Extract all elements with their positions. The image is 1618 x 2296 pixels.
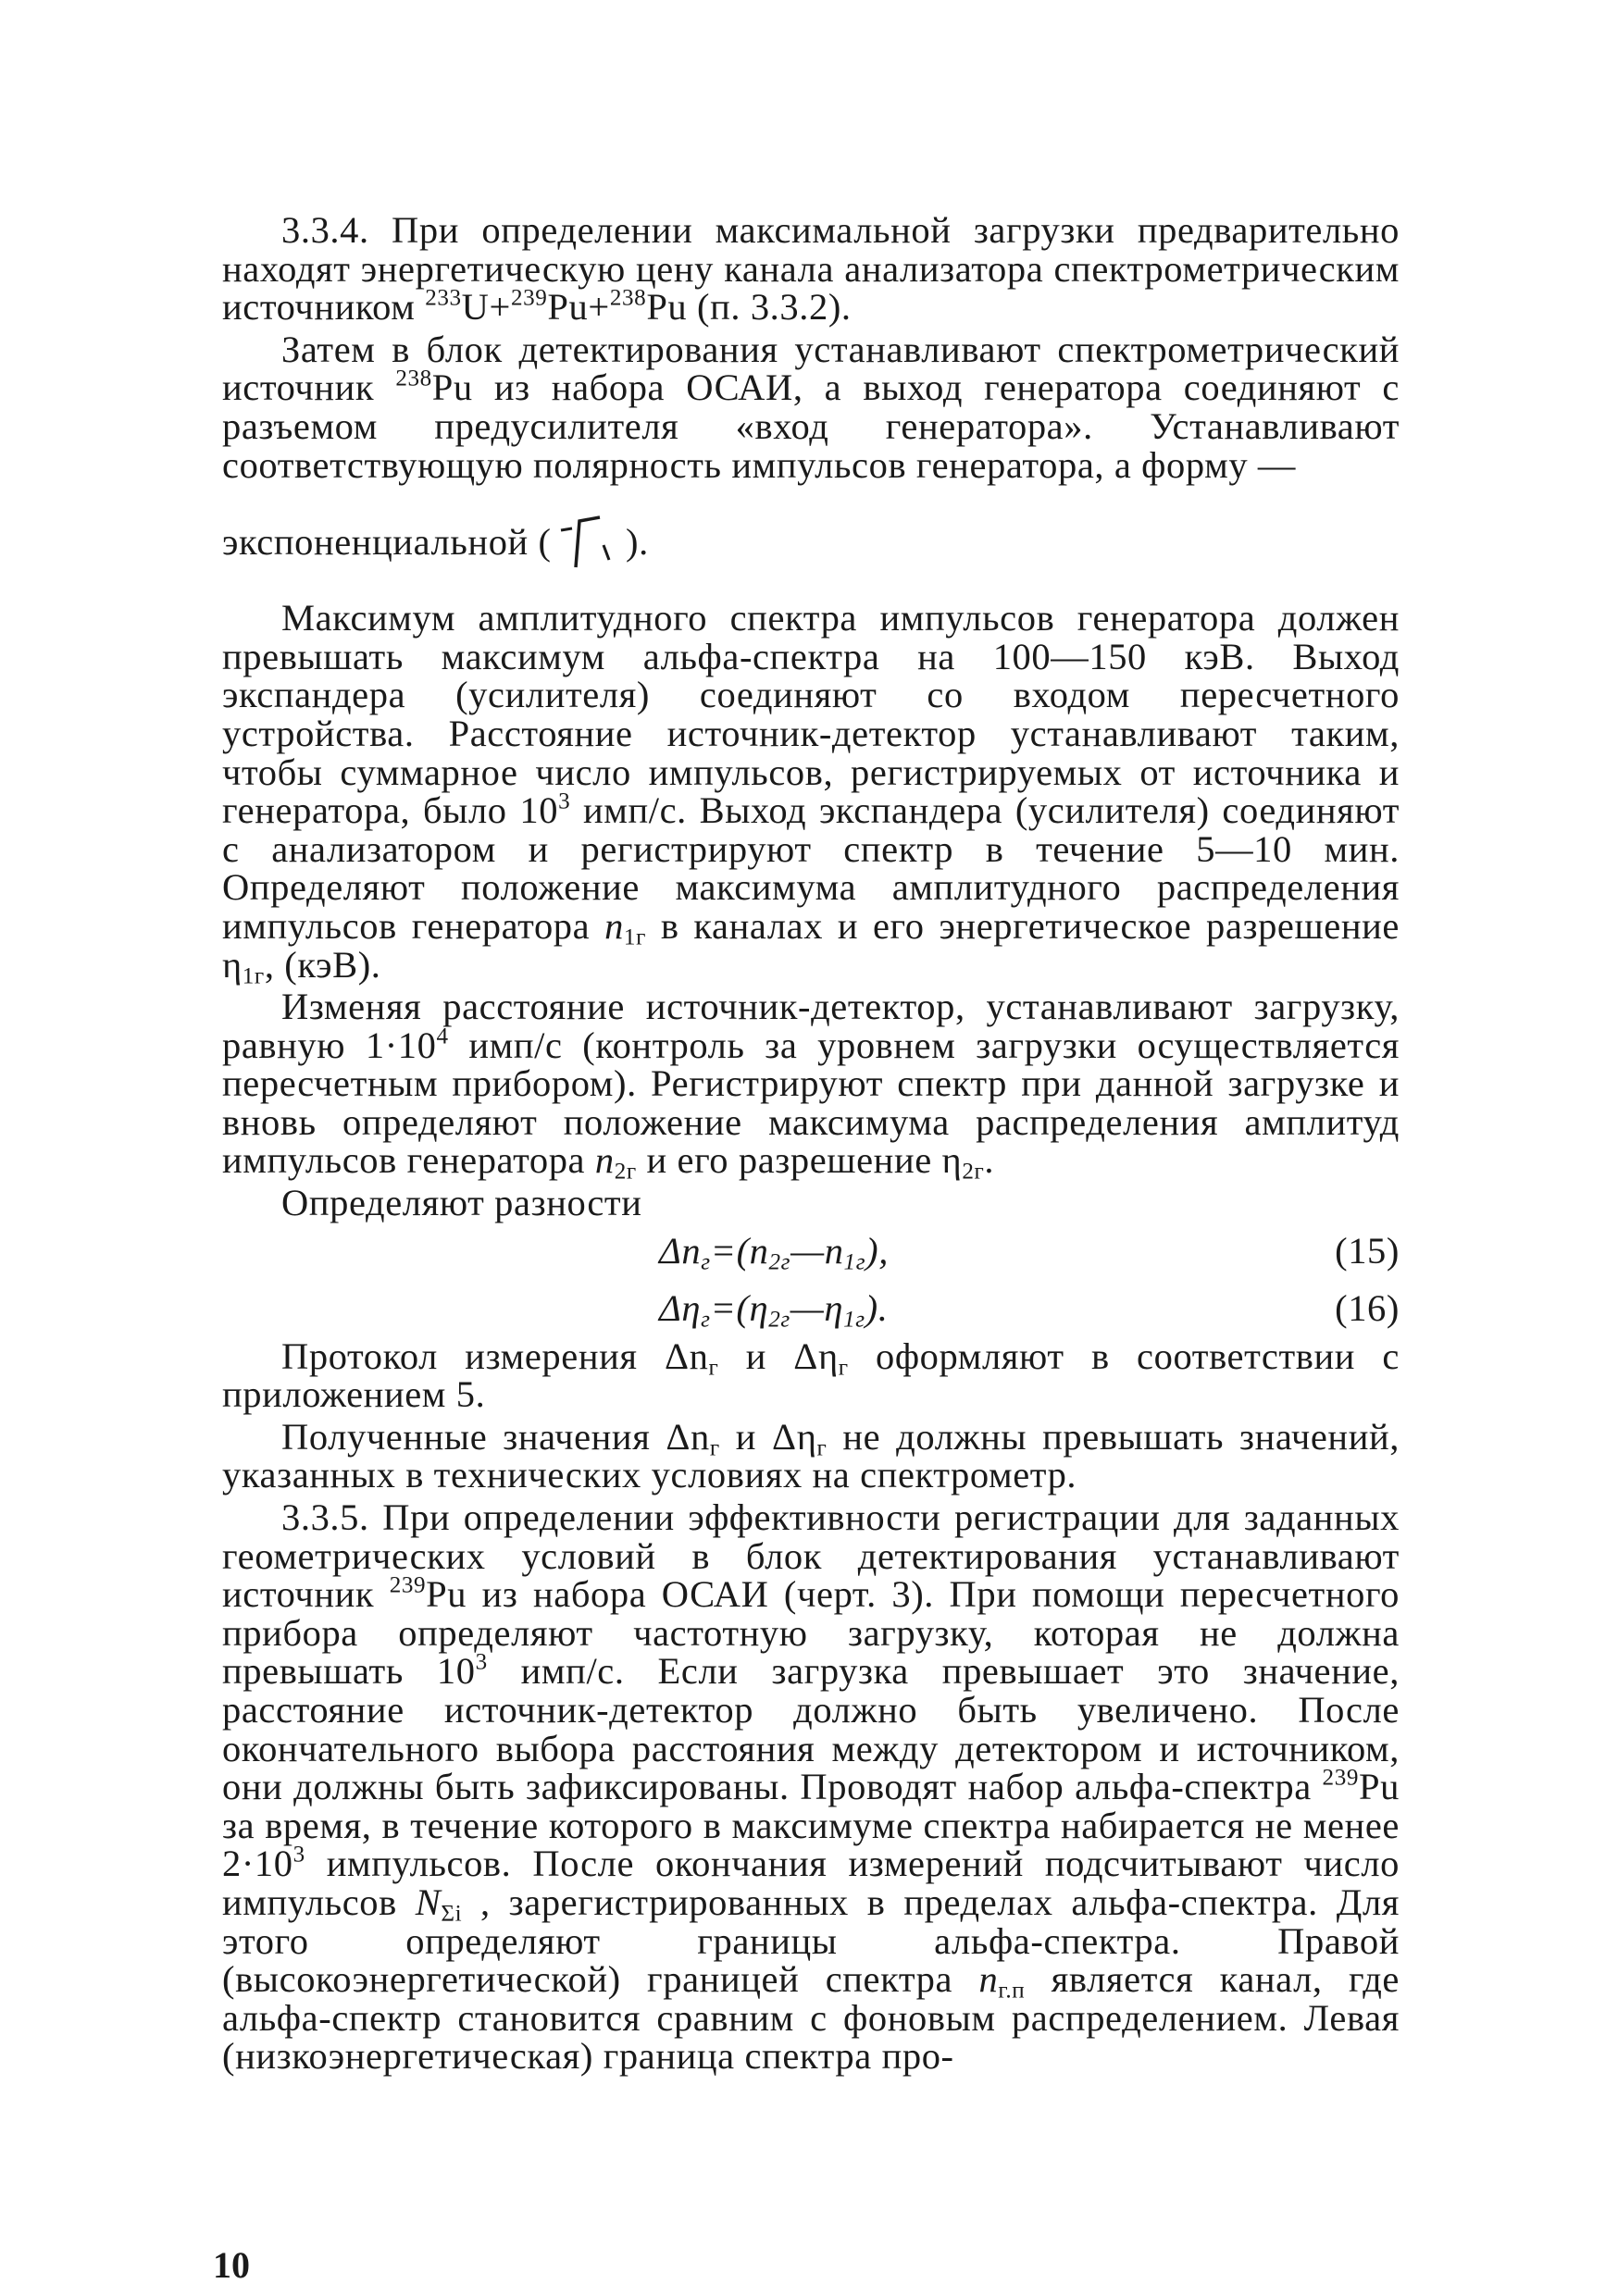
document-body (222, 211, 1400, 2076)
paragraph-differences: Определяют разности (281, 1182, 642, 1224)
paragraph-3-3-5: 3.3.5. При определении эффективности регистрации для заданных геометрических условий в блок детектирования устанавливают источник $^{239}$Pu из набора ОСАИ (черт. 3). При помощи пересчетного прибора определяют частотную загрузку, которая не должна превышать $10^3$ имп/с. Если загрузка превышает это значение, расстояние источник-детектор должно быть увеличено. После окончательного выбора расстояния между детектором и источником, они должны быть зафиксированы. Проводят набор альфа-спектра $^{239}$Pu за время, в течение которого в максимуме спектра набирается не менее $2\cdot 10^3$ импульсов. После окончания измерений подсчитывают число импульсов $N_{\Sigma i}$ , зарегистрированных в пределах альфа-спектра. Для этого определяют границы альфа-спектра. Правой (высокоэнергетической) границей спектра $n_{г.п}$ является канал, где альфа-спектр становится сравним с фоновым распределением. Левая (низкоэнергетическая) граница спектра про- (222, 1496, 1400, 2078)
paragraph-protocol: Протокол измерения $\Delta n_г$ и $\Delta\eta_г$ оформляют в соответствии с приложением 5. (222, 1334, 1400, 1416)
equation-15: $\Delta n_г=(n_{2г}—n_{1г})$, (15) (659, 1229, 1400, 1274)
paragraph-values-limit: Полученные значения $\Delta n_г$ и $\Delta\eta_г$ не должны превышать значений, указанных в технических условиях на спектрометр. (222, 1415, 1400, 1496)
paragraph-load-change: Изменяя расстояние источник-детектор, устанавливают загрузку, равную $1\cdot 10^4$ имп/с (контроль за уровнем загрузки осуществляется пересчетным прибором). Регистрируют спектр при данной загрузке и вновь определяют положение максимума распределения амплитуд импульсов генератора $n_{2г}$ и его разрешение $\eta_{2г}$. (222, 986, 1400, 1185)
paragraph-amplitude-spectrum: Максимум амплитудного спектра импульсов генератора должен превышать максимум альфа-спектра на 100—150 кэВ. Выход экспандера (усилителя) соединяют со входом пересчетного устройства. Расстояние источник-детектор устанавливают таким, чтобы суммарное число импульсов, регистрируемых от источника и генератора, было $10^3$ имп/с. Выход экспандера (усилителя) соединяют с анализатором и регистрируют спектр в течение 5—10 мин. Определяют положение максимума амплитудного распределения импульсов генератора $n_{1г}$ в каналах и его энергетическое разрешение $\eta_{1г}$, (кэВ). (222, 597, 1400, 988)
equation-number: (15) (1335, 1229, 1400, 1272)
paragraph-3-3-4: 3.3.4. При определении максимальной загрузки предварительно находят энергетическую цену канала анализатора спектрометрическим источником $^{233}$U+$^{239}$Pu+$^{238}$Pu (п. 3.3.2). (222, 209, 1400, 329)
exponential-shape-line: экспоненциальной ( ). (222, 512, 1400, 571)
page-number: 10 (213, 2244, 250, 2286)
equation-16: $\Delta\eta_г=(\eta_{2г}—\eta_{1г})$. (16) (659, 1286, 1400, 1332)
paragraph-detector-setup: Затем в блок детектирования устанавливают спектрометрический источник $^{238}$Pu из набора ОСАИ, а выход генератора соединяют с разъемом предусилителя «вход генератора». Устанавливают соответствующую полярность импульсов генератора, а форму — (222, 328, 1400, 486)
exponential-pulse-icon (552, 512, 620, 571)
equation-number: (16) (1335, 1286, 1400, 1329)
